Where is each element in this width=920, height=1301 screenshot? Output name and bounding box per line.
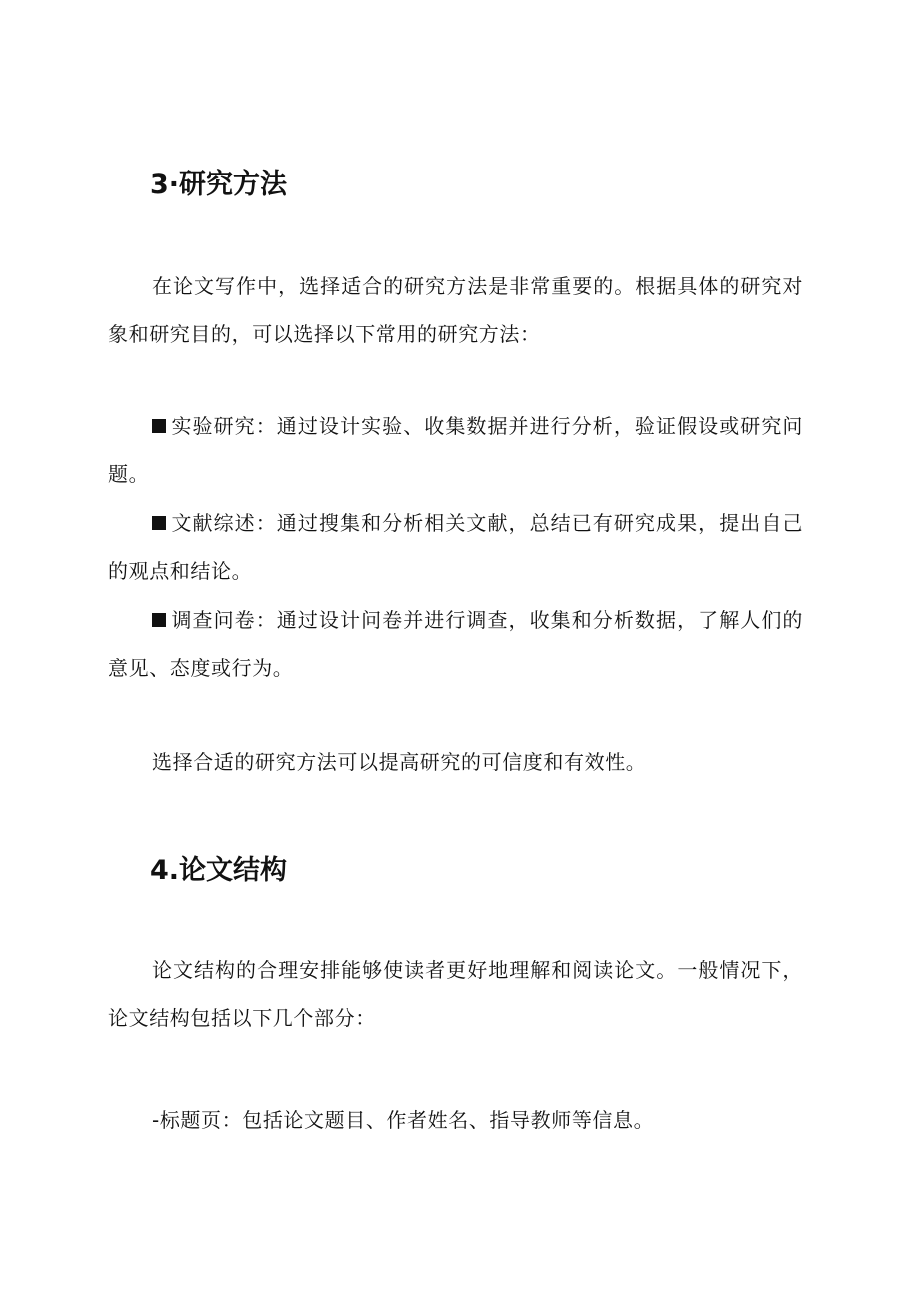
square-bullet-icon bbox=[152, 516, 166, 530]
section-3-conclusion: 选择合适的研究方法可以提高研究的可信度和有效性。 bbox=[152, 750, 647, 774]
section-3-heading: 3·研究方法 bbox=[150, 169, 288, 200]
method-item-literature-review bbox=[108, 499, 803, 595]
section-3-intro: 在论文写作中，选择适合的研究方法是非常重要的。根据具体的研究对象和研究目的，可以选择以下常用的研究方法： bbox=[108, 274, 803, 346]
structure-item-title-page: -标题页：包括论文题目、作者姓名、指导教师等信息。 bbox=[152, 1108, 655, 1132]
method-item-text: 调查问卷：通过设计问卷并进行调查，收集和分析数据，了解人们的意见、态度或行为。 bbox=[108, 608, 803, 680]
square-bullet-icon bbox=[152, 613, 166, 627]
method-item-experiment bbox=[108, 402, 803, 498]
section-4-heading: 4.论文结构 bbox=[150, 855, 288, 886]
square-bullet-icon bbox=[152, 419, 166, 433]
method-item-text: 实验研究：通过设计实验、收集数据并进行分析，验证假设或研究问题。 bbox=[108, 414, 803, 486]
section-4-intro: 论文结构的合理安排能够使读者更好地理解和阅读论文。一般情况下，论文结构包括以下几个部分： bbox=[108, 958, 803, 1030]
method-item-survey bbox=[108, 596, 803, 692]
method-item-text: 文献综述：通过搜集和分析相关文献，总结已有研究成果，提出自己的观点和结论。 bbox=[108, 511, 803, 583]
